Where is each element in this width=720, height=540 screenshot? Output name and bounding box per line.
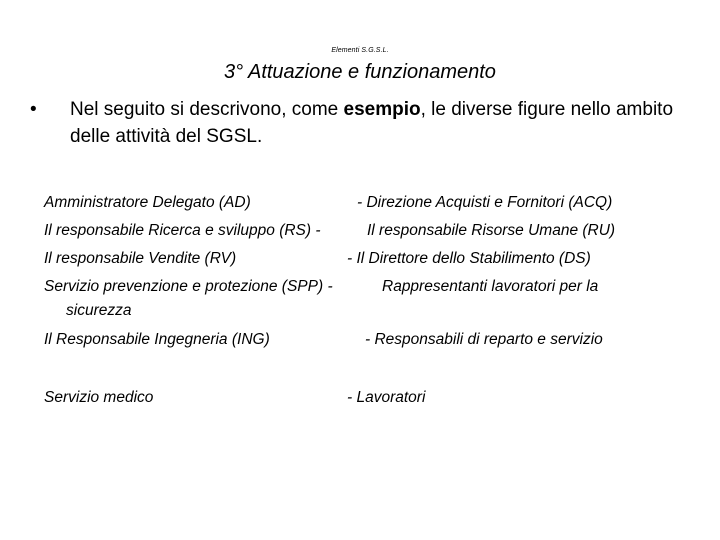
role-right: Rappresentanti lavoratori per la <box>382 278 599 295</box>
bullet-text-emphasis: esempio <box>343 99 421 120</box>
role-right: - Responsabili di reparto e servizio <box>365 331 603 348</box>
bullet-text-prefix: Nel seguito si descrivono, come <box>70 99 344 120</box>
role-left: Il responsabile Ricerca e sviluppo (RS) - <box>44 222 321 239</box>
bullet-text <box>70 96 690 150</box>
bullet-paragraph <box>30 96 690 150</box>
role-left: Servizio medico <box>44 389 154 406</box>
role-left: Il responsabile Vendite (RV) <box>44 250 237 267</box>
role-left: Amministratore Delegato (AD) <box>44 194 251 211</box>
slide-title: 3° Attuazione e funzionamento <box>224 61 496 83</box>
role-right: - Il Direttore dello Stabilimento (DS) <box>347 250 591 267</box>
role-right: - Direzione Acquisti e Fornitori (ACQ) <box>357 194 613 211</box>
bullet-dot-icon: • <box>30 99 37 120</box>
bullet-text-suffix: , le diverse figure nello ambito delle attività del SGSL. <box>70 99 674 147</box>
role-right: Il responsabile Risorse Umane (RU) <box>367 222 616 239</box>
role-left: Il Responsabile Ingegneria (ING) <box>44 331 270 348</box>
role-left: Servizio prevenzione e protezione (SPP) - <box>44 278 333 295</box>
slide-header: Elementi S.G.S.L. <box>331 47 389 54</box>
role-left: sicurezza <box>66 302 132 319</box>
role-right: - Lavoratori <box>347 389 426 406</box>
